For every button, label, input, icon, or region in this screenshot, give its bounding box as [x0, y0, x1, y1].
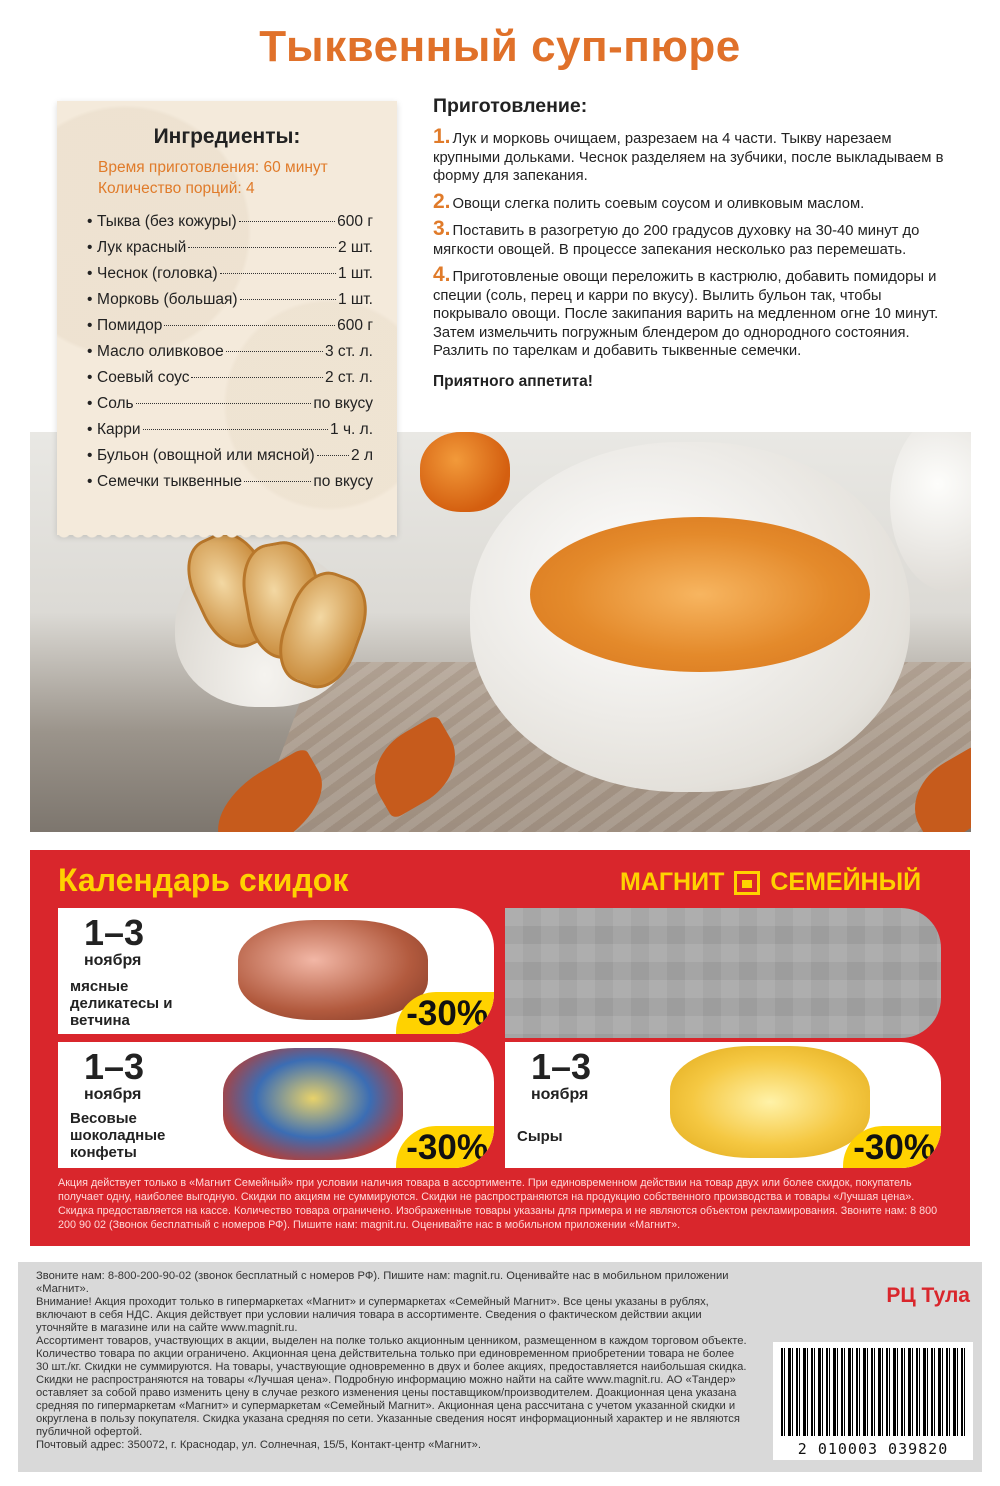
discount-badge: -30%: [396, 1126, 494, 1168]
card-category: Весовые шоколадные конфеты: [70, 1110, 166, 1161]
ingredient-list: [87, 213, 373, 499]
barcode-bars: [781, 1348, 965, 1436]
ingredient-item: • Чеснок (головка) 1 шт.: [87, 265, 373, 282]
discount-card-candy[interactable]: [58, 1042, 494, 1168]
barcode: [773, 1342, 973, 1460]
ingredient-item: • Соль по вкусу: [87, 395, 373, 412]
ingredient-item: • Семечки тыквенные по вкусу: [87, 473, 373, 490]
servings: Количество порций: 4: [98, 180, 255, 197]
card-date: 1–3: [84, 1046, 145, 1087]
footer-line: Ассортимент товаров, участвующих в акции, выделен на полке только акционным ценником, размещенном в каждом торговом объекте. Количество товара по акции ограничено. Акционная цена действительна только при единовременном приобретении товара не более 30 шт./кг. Скидки не суммируются. На товары, участвующие одновременно в двух и более акциях, предоставляется наибольшая скидка. Скидки не распространяются на товары «Лучшая цена». Подробную информацию можно найти на сайте www.magnit.ru. АО «Тандер» оставляет за собой право изменить цену в случае резкого изменения цены поставщиком/производителем. Доакционная цена указана средняя по гипермаркетам «Магнит» и супермаркетам «Семейный Магнит». Акционная цена рассчитана с учетом указанной скидки и округлена в пользу покупателя. Скидка указана средняя по сети. Указанные сведения носят информационный характер и не являются публичной офертой.: [36, 1335, 747, 1438]
small-pumpkin: [420, 432, 510, 512]
calendar-fine-print: Акция действует только в «Магнит Семейный» при условии наличия товара в ассортименте. При единовременном действии на товар двух или более скидок, покупатель получает одну, наиболее выгодную. Скидки по акциям не суммируются. Скидки не распространяются на продукцию собственного производства и товары «Лучшая цена». Скидка предоставляется на кассе. Количество товара ограничено. Изображенные товары указаны для примера и не являются объектом рекламирования. Звоните нам: 8 800 200 90 02 (Звонок бесплатный с номеров РФ). Пишите нам: magnit.ru. Оценивайте нас в мобильном приложении «Магнит».: [58, 1177, 938, 1231]
recipe-title: Тыквенный суп-пюре: [259, 22, 741, 71]
barcode-number: 2 010003 039820: [797, 1440, 949, 1458]
card-month: ноября: [531, 1086, 589, 1103]
pixelated-ad-area: [505, 908, 941, 1038]
discount-badge: -30%: [396, 992, 494, 1034]
footer-legal-text: [36, 1270, 748, 1452]
ingredient-item: • Тыква (без кожуры) 600 г: [87, 213, 373, 230]
discount-calendar: [30, 850, 970, 1246]
card-category: мясные деликатесы и ветчина: [70, 978, 173, 1029]
meat-image: [238, 920, 428, 1020]
region-label: РЦ Тула: [886, 1284, 970, 1307]
ingredient-item: • Бульон (овощной или мясной) 2 л: [87, 447, 373, 464]
magnit-logo-icon: [734, 871, 760, 895]
step-2: 2. Овощи слегка полить соевым соусом и оливковым маслом.: [433, 189, 865, 213]
card-category: Сыры: [517, 1128, 563, 1145]
discount-card-meat[interactable]: [58, 908, 494, 1034]
closing-phrase: Приятного аппетита!: [433, 372, 593, 390]
cooking-time: Время приготовления: 60 минут: [98, 159, 328, 176]
logo-text-right: СЕМЕЙНЫЙ: [770, 868, 922, 896]
card-month: ноября: [84, 1086, 142, 1103]
ingredient-item: • Карри 1 ч. л.: [87, 421, 373, 438]
magnit-logo: [620, 868, 921, 897]
discount-card-cheese[interactable]: [505, 1042, 941, 1168]
step-3: 3. Поставить в разогретую до 200 градусов духовку на 30-40 минут до мягкости овощей. В процессе запекания несколько раз перемешать.: [433, 217, 920, 258]
step-4: 4. Приготовленые овощи переложить в кастрюлю, добавить помидоры и специи (соль, перец и карри по вкусу). Вылить бульон так, чтобы покрывало овощи. После закипания варить на медленном огне 10 минут. Затем измельчить погружным блендером до однородного состояния. Разлить по тарелкам и добавить тыквенные семечки.: [433, 263, 939, 359]
footer-line: Почтовый адрес: 350072, г. Краснодар, ул. Солнечная, 15/5, Контакт-центр «Магнит».: [36, 1439, 481, 1451]
preparation-section: [433, 95, 953, 391]
card-date: 1–3: [84, 912, 145, 953]
card-month: ноября: [84, 952, 142, 969]
ingredient-item: • Морковь (большая) 1 шт.: [87, 291, 373, 308]
card-date: 1–3: [531, 1046, 592, 1087]
footer-line: Звоните нам: 8-800-200-90-02 (звонок бесплатный с номеров РФ). Пишите нам: magnit.ru. Оценивайте нас в мобильном приложении «Магнит».: [36, 1270, 729, 1295]
soup: [530, 517, 870, 672]
cheese-image: [670, 1046, 870, 1158]
ingredient-item: • Соевый соус 2 ст. л.: [87, 369, 373, 386]
candy-image: [223, 1048, 403, 1160]
ingredient-item: • Лук красный 2 шт.: [87, 239, 373, 256]
discount-badge: -30%: [843, 1126, 941, 1168]
ingredients-card: [57, 101, 397, 535]
ingredients-title: Ингредиенты:: [153, 125, 301, 148]
logo-text-left: МАГНИТ: [620, 868, 725, 896]
ingredient-item: • Помидор 600 г: [87, 317, 373, 334]
calendar-title: Календарь скидок: [58, 862, 349, 898]
footer-line: Внимание! Акция проходит только в гипермаркетах «Магнит» и супермаркетах «Семейный Магнит». Все цены указаны в рублях, включают в себя НДС. Акция действует при условии наличия товара в ассортименте. Сведения о фактическом действии акции уточняйте в магазине или на сайте www.magnit.ru.: [36, 1296, 709, 1334]
preparation-title: Приготовление:: [433, 95, 588, 117]
ingredient-item: • Масло оливковое 3 ст. л.: [87, 343, 373, 360]
step-1: 1. Лук и морковь очищаем, разрезаем на 4 части. Тыкву нарезаем крупными дольками. Чеснок разделяем на зубчики, после выкладываем в форму для запекания.: [433, 125, 944, 184]
footer: [18, 1262, 982, 1472]
